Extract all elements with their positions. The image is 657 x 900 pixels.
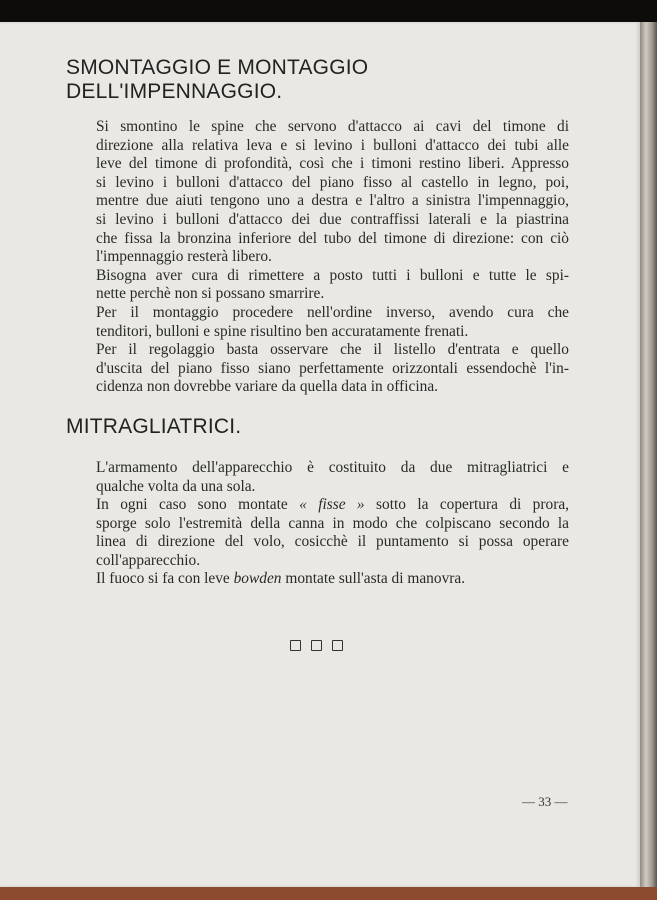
square-ornament-icon — [332, 640, 343, 651]
text-run: Il fuoco si fa con leve — [96, 570, 234, 588]
text-line — [66, 570, 569, 589]
text-line: mentre due aiuti tengono uno a destra e l'altro a sinistra l'impennaggio, — [96, 192, 569, 210]
paragraph-5 — [66, 459, 569, 496]
paragraph-3 — [66, 304, 569, 341]
paragraph-6 — [66, 496, 569, 570]
emphasis-fisse: « fisse » — [299, 496, 365, 514]
text-line: linea di direzione del volo, cosicchè il puntamento si possa operare — [96, 533, 569, 551]
text-line: si levino i bulloni d'attacco del piano fisso al castello in legno, poi, — [96, 173, 569, 191]
text-run: In ogni caso sono montate — [96, 496, 300, 514]
section-ornament — [290, 640, 343, 651]
text-line: nette perchè non si possano smarrire. — [96, 285, 325, 303]
text-line: l'impennaggio resterà libero. — [96, 248, 272, 266]
text-line: direzione alla relativa leva e si levino i bulloni d'attacco dei tubi alle — [96, 136, 569, 154]
page-number: — 33 — — [522, 794, 568, 809]
text-line: L'armamento dell'apparecchio è costituito da due mitragliatrici e — [96, 458, 569, 476]
page-content — [66, 56, 569, 589]
text-line: cidenza non dovrebbe variare da quella data in officina. — [96, 378, 438, 396]
text-run: sotto la copertura di prora, — [364, 496, 569, 514]
text-line: Per il regolaggio basta osservare che il listello d'entrata e quello — [96, 341, 569, 359]
text-run: montate sull'asta di manovra. — [281, 570, 466, 588]
paragraph-7 — [66, 570, 569, 589]
paragraph-2 — [66, 267, 569, 304]
text-line: tenditori, bulloni e spine risultino ben accuratamente frenati. — [96, 322, 469, 340]
cover-strip — [0, 887, 657, 900]
square-ornament-icon — [290, 640, 301, 651]
text-line: Per il montaggio procedere nell'ordine inverso, avendo cura che — [96, 303, 569, 321]
page-edge — [640, 22, 657, 887]
text-line: leve del timone di profondità, così che i timoni restino liberi. Appresso — [96, 155, 569, 173]
text-line: qualche volta da una sola. — [96, 477, 256, 495]
emphasis-bowden: bowden — [233, 570, 282, 588]
text-line: coll'apparecchio. — [96, 551, 201, 569]
text-line — [66, 496, 569, 515]
section-title-mitragliatrici: MITRAGLIATRICI. — [66, 414, 242, 438]
paragraph-4 — [66, 341, 569, 397]
text-line: Si smontino le spine che servono d'attacco ai cavi del timone di — [96, 118, 569, 135]
text-line: sporge solo l'estremità della canna in modo che colpiscano secondo la — [96, 514, 569, 532]
text-line: Bisogna aver cura di rimettere a posto tutti i bulloni e tutte le spi- — [96, 266, 569, 284]
paragraph-1 — [66, 118, 569, 267]
text-line: che fissa la bronzina inferiore del tubo del timone di direzione: con ciò — [96, 229, 569, 247]
text-line: d'uscita del piano fisso siano perfettamente orizzontali essendochè l'in- — [96, 359, 569, 377]
text-line: si levino i bulloni d'attacco dei due contraffissi laterali e la piastrina — [96, 210, 569, 228]
square-ornament-icon — [311, 640, 322, 651]
section-title-smontaggio: SMONTAGGIO E MONTAGGIO DELL'IMPENNAGGIO. — [66, 56, 369, 103]
